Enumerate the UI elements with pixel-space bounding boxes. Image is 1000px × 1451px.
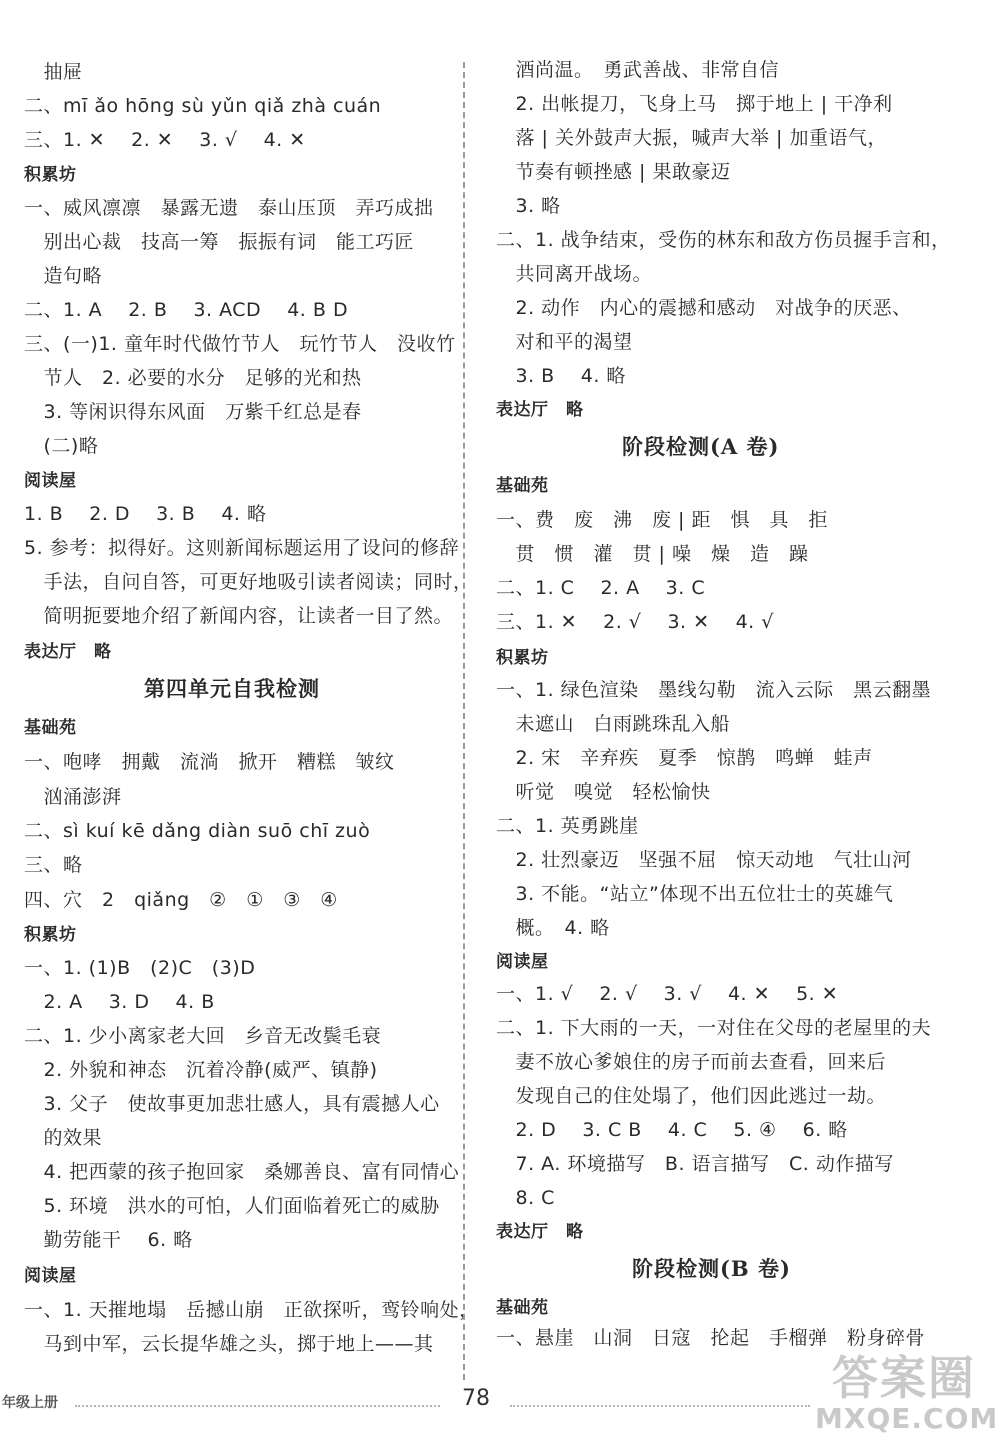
answer-line: 一、1. 天摧地塌 岳撼山崩 正欲探听，鸾铃响处， bbox=[24, 1299, 479, 1321]
answer-line: 二、1. 战争结束，受伤的林东和敌方伤员握手言和， bbox=[496, 229, 951, 251]
footer-dotted-rule bbox=[75, 1405, 440, 1407]
answer-line: 3. 不能。“站立”体现不出五位壮士的英雄气 bbox=[496, 883, 894, 905]
answer-line: 2. 宋 辛弃疾 夏季 惊鹊 鸣蝉 蛙声 bbox=[496, 747, 873, 769]
answer-line: 一、悬崖 山洞 日寇 抡起 手榴弹 粉身碎骨 bbox=[496, 1327, 926, 1349]
answer-line: 三、(一)1. 童年时代做竹节人 玩竹节人 没收竹 bbox=[24, 333, 456, 355]
answer-line: 7. A. 环境描写 B. 语言描写 C. 动作描写 bbox=[496, 1153, 894, 1175]
answer-line: 落 | 关外鼓声大振，喊声大举 | 加重语气， bbox=[496, 127, 887, 149]
answer-line: 四、穴 2 qiǎng ② ① ③ ④ bbox=[24, 889, 338, 911]
answer-line: 简明扼要地介绍了新闻内容，让读者一目了然。 bbox=[24, 605, 454, 627]
answer-line: 共同离开战场。 bbox=[496, 263, 653, 285]
answer-line: 对和平的渴望 bbox=[496, 331, 633, 353]
section-heading: 阅读屋 bbox=[496, 952, 549, 972]
section-heading: 表达厅 略 bbox=[496, 1222, 584, 1242]
answer-line: 3. 略 bbox=[496, 195, 561, 217]
watermark-logo-text: 答案圈 bbox=[832, 1351, 976, 1405]
answer-line: 2. 出帐提刀，飞身上马 掷于地上 | 干净利 bbox=[496, 93, 893, 115]
answer-line: 一、咆哮 拥戴 流淌 掀开 糟糕 皱纹 bbox=[24, 751, 395, 773]
answer-line: 二、1. C 2. A 3. C bbox=[496, 577, 706, 599]
section-heading: 基础苑 bbox=[496, 1298, 549, 1318]
footer-dotted-rule bbox=[510, 1405, 810, 1407]
answer-line: 抽屉 bbox=[24, 61, 83, 83]
answer-line: 节人 2. 必要的水分 足够的光和热 bbox=[24, 367, 362, 389]
section-heading: 积累坊 bbox=[24, 925, 77, 945]
answer-line: 2. 动作 内心的震撼和感动 对战争的厌恶、 bbox=[496, 297, 912, 319]
footer-grade-label: 年级上册 bbox=[2, 1395, 58, 1411]
answer-line: 造句略 bbox=[24, 265, 103, 287]
unit-test-title: 第四单元自我检测 bbox=[144, 676, 320, 701]
answer-line: 的效果 bbox=[24, 1127, 103, 1149]
section-heading: 积累坊 bbox=[496, 648, 549, 668]
answer-line: 酒尚温。 勇武善战、非常自信 bbox=[496, 59, 780, 81]
answer-line: 3. B 4. 略 bbox=[496, 365, 626, 387]
answer-line: 汹涌澎湃 bbox=[24, 786, 122, 808]
answer-line: 3. 等闲识得东风面 万紫千红总是春 bbox=[24, 401, 362, 423]
answer-line: 听觉 嗅觉 轻松愉快 bbox=[496, 781, 711, 803]
page-number: 78 bbox=[462, 1386, 490, 1411]
section-heading: 基础苑 bbox=[24, 718, 77, 738]
answer-line: 妻不放心爹娘住的房子而前去查看，回来后 bbox=[496, 1051, 887, 1073]
answer-line: 一、费 废 沸 废 | 距 惧 具 拒 bbox=[496, 509, 828, 531]
section-heading: 阅读屋 bbox=[24, 1266, 77, 1286]
answer-line: (二)略 bbox=[24, 435, 99, 457]
answer-line: 2. 壮烈豪迈 坚强不屈 惊天动地 气壮山河 bbox=[496, 849, 912, 871]
answer-line: 2. 外貌和神态 沉着冷静(威严、镇静) bbox=[24, 1059, 378, 1081]
watermark-url-text: MXQE.COM bbox=[815, 1402, 999, 1435]
answer-line: 概。 4. 略 bbox=[496, 917, 610, 939]
answer-line: 贯 惯 灌 贯 | 噪 燥 造 躁 bbox=[496, 543, 809, 565]
answer-line: 一、1. (1)B (2)C (3)D bbox=[24, 957, 256, 979]
stage-test-a-title: 阶段检测(A 卷) bbox=[622, 434, 780, 459]
column-divider bbox=[463, 62, 465, 1380]
section-heading: 表达厅 略 bbox=[496, 400, 584, 420]
stage-test-b-title: 阶段检测(B 卷) bbox=[632, 1256, 791, 1281]
section-heading: 积累坊 bbox=[24, 165, 77, 185]
answer-line: 别出心裁 技高一筹 振振有词 能工巧匠 bbox=[24, 231, 415, 253]
answer-line: 5. 参考：拟得好。这则新闻标题运用了设问的修辞 bbox=[24, 537, 460, 559]
answer-line: 2. A 3. D 4. B bbox=[24, 991, 215, 1013]
answer-line: 8. C bbox=[496, 1187, 555, 1209]
answer-line: 2. D 3. C B 4. C 5. ④ 6. 略 bbox=[496, 1119, 848, 1141]
answer-line: 马到中军，云长提华雄之头，掷于地上——其 bbox=[24, 1333, 434, 1355]
answer-line: 三、略 bbox=[24, 854, 83, 876]
answer-line: 5. 环境 洪水的可怕，人们面临着死亡的威胁 bbox=[24, 1195, 440, 1217]
answer-line: 勤劳能干 6. 略 bbox=[24, 1229, 193, 1251]
answer-line: 发现自己的住处塌了，他们因此逃过一劫。 bbox=[496, 1085, 887, 1107]
answer-line: 4. 把西蒙的孩子抱回家 桑娜善良、富有同情心 bbox=[24, 1161, 460, 1183]
answer-line: 二、1. 英勇跳崖 bbox=[496, 815, 639, 837]
answer-line: 一、1. √ 2. √ 3. √ 4. ✕ 5. ✕ bbox=[496, 983, 839, 1005]
answer-line: 一、威风凛凛 暴露无遗 泰山压顶 弄巧成拙 bbox=[24, 197, 434, 219]
answer-line: 二、1. 少小离家老大回 乡音无改鬓毛衰 bbox=[24, 1025, 382, 1047]
answer-line: 二、mī ǎo hōng sù yǔn qiǎ zhà cuán bbox=[24, 95, 382, 117]
site-watermark bbox=[815, 1351, 999, 1442]
answer-line: 二、1. 下大雨的一天，一对住在父母的老屋里的夫 bbox=[496, 1017, 932, 1039]
answer-line: 节奏有顿挫感 | 果敢豪迈 bbox=[496, 161, 731, 183]
answer-line: 1. B 2. D 3. B 4. 略 bbox=[24, 503, 267, 525]
answer-line: 手法，自问自答，可更好地吸引读者阅读；同时， bbox=[24, 571, 473, 593]
answer-line: 二、sì kuí kē dǎng diàn suō chī zuò bbox=[24, 820, 371, 842]
answer-line: 3. 父子 使故事更加悲壮感人，具有震撼人心 bbox=[24, 1093, 440, 1115]
section-heading: 基础苑 bbox=[496, 476, 549, 496]
answer-line: 三、1. ✕ 2. √ 3. ✕ 4. √ bbox=[496, 611, 774, 633]
answer-line: 一、1. 绿色渲染 墨线勾勒 流入云际 黑云翻墨 bbox=[496, 679, 932, 701]
section-heading: 表达厅 略 bbox=[24, 642, 112, 662]
answer-line: 二、1. A 2. B 3. ACD 4. B D bbox=[24, 299, 349, 321]
answer-line: 未遮山 白雨跳珠乱入船 bbox=[496, 713, 731, 735]
answer-line: 三、1. ✕ 2. ✕ 3. √ 4. ✕ bbox=[24, 129, 306, 151]
section-heading: 阅读屋 bbox=[24, 471, 77, 491]
